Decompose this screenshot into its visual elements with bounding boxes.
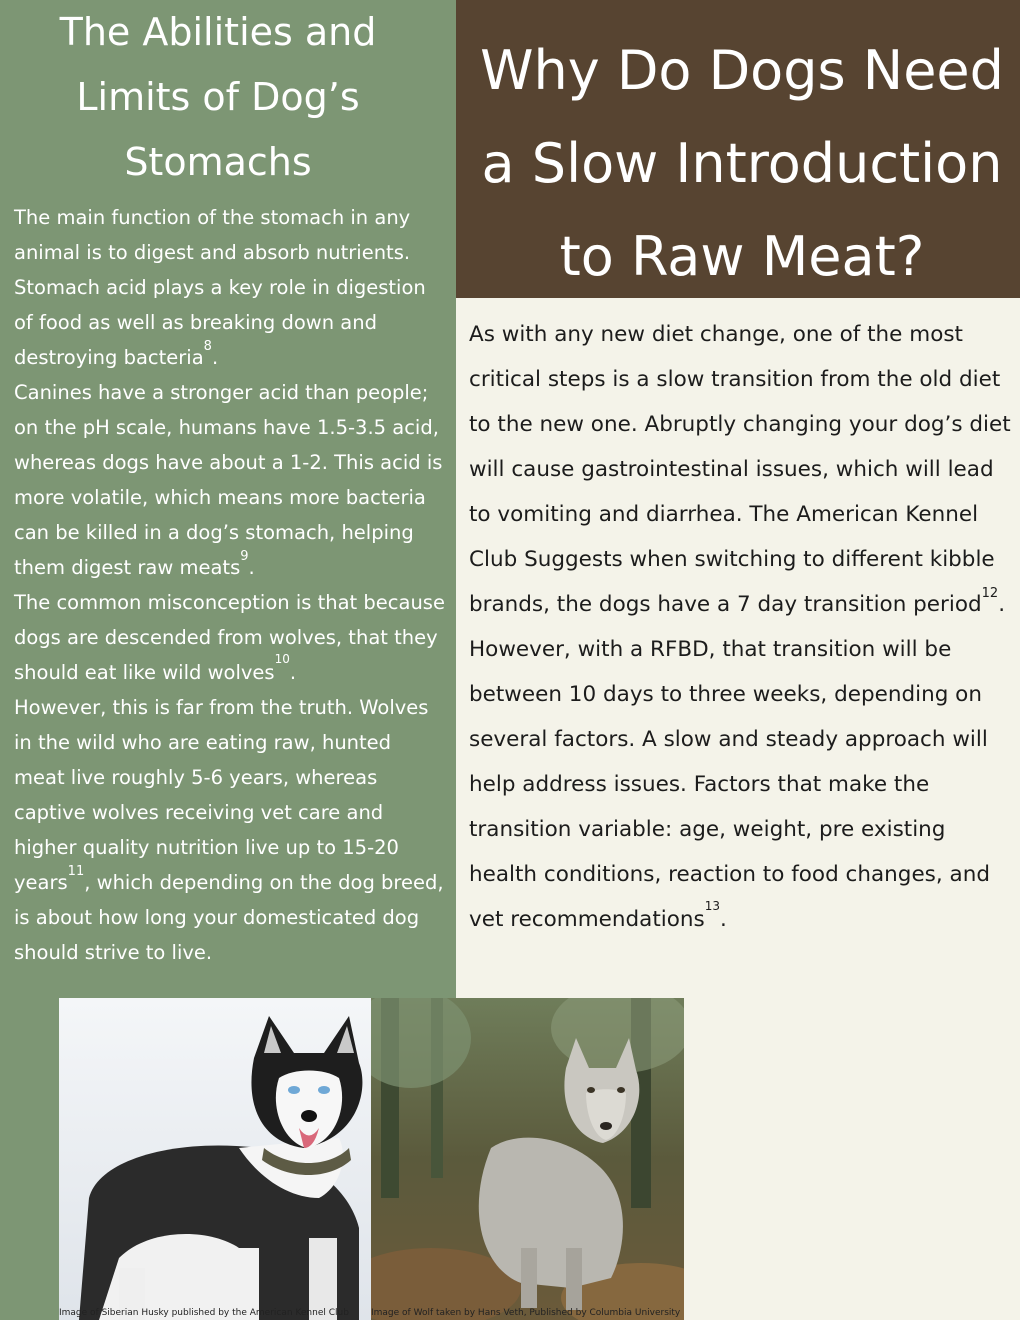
left-body-text [14, 200, 446, 970]
footnote-ref: 10 [274, 652, 290, 666]
left-paragraph: Canines have a stronger acid than people; on the pH scale, humans have 1.5-3.5 acid, whereas dogs have about a 1-2. This acid is more volatile, which means more bacteria can be killed in a dog’s stomach, helping them digest raw meats$^9$. [14, 381, 443, 579]
wolf-image [371, 998, 684, 1320]
footnote-ref: 11 [67, 864, 85, 879]
photo-strip [59, 998, 684, 1320]
footnote-ref: 8 [203, 339, 212, 354]
right-title-line: to Raw Meat? [559, 225, 925, 288]
footnote-ref: 13 [704, 899, 721, 913]
right-body-text [469, 312, 1011, 942]
right-title-line: Why Do Dogs Need [480, 39, 1004, 102]
wolf-photo [371, 998, 684, 1320]
left-title-line: The Abilities and [59, 10, 377, 54]
husky-photo [59, 998, 371, 1320]
husky-image [59, 998, 371, 1320]
left-paragraph: The common misconception is that because dogs are descended from wolves, that they should eat like wild wolves$^{10}$. [14, 591, 445, 684]
wolf-caption: Image of Wolf taken by Hans Veth, Published by Columbia University [371, 1308, 681, 1318]
left-paragraph: However, this is far from the truth. Wolves in the wild who are eating raw, hunted meat live roughly 5-6 years, whereas captive wolves receiving vet care and higher quality nutrition live up to 15-20 years$^{11}$, which depending on the dog breed, is about how long your domesticated dog should strive to live. [14, 696, 444, 964]
left-paragraph: The main function of the stomach in any animal is to digest and absorb nutrients. Stomach acid plays a key role in digestion of food as well as breaking down and destroying bacteria$^8$. [14, 206, 426, 369]
footnote-ref: 12 [981, 586, 999, 601]
right-section-title [464, 24, 1020, 303]
right-title-line: a Slow Introduction [481, 132, 1003, 195]
right-paragraph: As with any new diet change, one of the most critical steps is a slow transition from the old diet to the new one. Abruptly changing your dog’s diet will cause gastrointestinal issues, which will lead to vomiting and diarrhea. The American Kennel Club Suggests when switching to different kibble brands, the dogs have a 7 day transition period$^{12}$. [469, 322, 1011, 617]
right-title-banner [456, 0, 1020, 298]
footnote-ref: 9 [240, 549, 249, 564]
left-title-line: Limits of Dog’s [76, 75, 360, 119]
husky-caption: Image of Siberian Husky published by the American Kennel Club [59, 1308, 349, 1318]
left-section-title [0, 0, 436, 195]
left-title-line: Stomachs [124, 140, 312, 184]
right-paragraph: However, with a RFBD, that transition will be between 10 days to three weeks, depending on several factors. A slow and steady approach will help address issues. Factors that make the transition variable: age, weight, pre existing health conditions, reaction to food changes, and vet recommendations$^{13}$. [469, 637, 990, 932]
